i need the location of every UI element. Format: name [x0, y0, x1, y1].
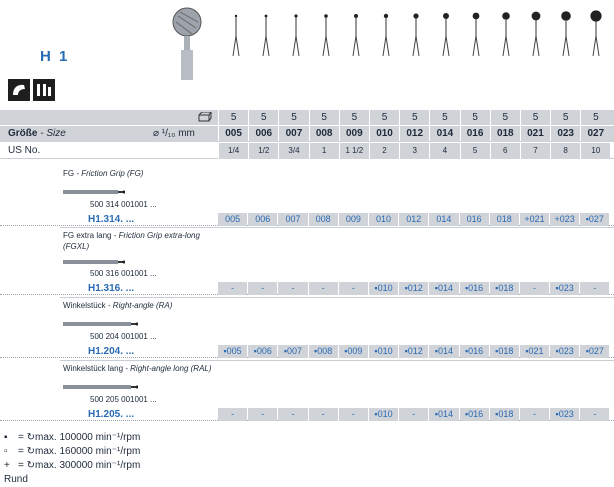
availability-cell[interactable]: - — [248, 408, 277, 421]
availability-cell[interactable]: ▪007 — [278, 345, 307, 358]
availability-cell[interactable]: ▪012 — [399, 345, 428, 358]
product-name: H1.314. ... — [88, 214, 135, 225]
page-title: H 1 — [40, 48, 70, 65]
bur-008-icon — [317, 6, 335, 56]
availability-cell[interactable]: ▪010 — [369, 408, 398, 421]
size-cell: 023 — [550, 126, 580, 141]
availability-cell[interactable]: - — [218, 408, 247, 421]
availability-cell[interactable]: +023 — [550, 213, 579, 226]
availability-cell[interactable]: ▪023 — [550, 408, 579, 421]
availability-cell[interactable]: - — [309, 282, 338, 295]
availability-cell[interactable]: ▪023 — [550, 282, 579, 295]
sterile-logo — [33, 79, 55, 101]
availability-cell[interactable]: ▪010 — [369, 345, 398, 358]
availability-cell[interactable]: ▪014 — [429, 345, 458, 358]
bur-027-icon — [587, 6, 605, 56]
handpiece-logo — [8, 79, 30, 101]
shank-icon — [63, 186, 125, 198]
product-type-sublabel: (FGXL) — [63, 242, 90, 251]
product-block — [0, 228, 614, 294]
availability-cell[interactable]: ▪018 — [490, 282, 519, 295]
logo-area — [8, 79, 55, 101]
availability-cell[interactable]: - — [218, 282, 247, 295]
us-number-cell: 1/4 — [218, 143, 248, 159]
product-name: H1.205. ... — [88, 409, 135, 420]
us-number-cell: 7 — [520, 143, 550, 159]
product-code: 500 204 001001 ... — [90, 332, 157, 341]
legend-item: ▫ = ↻max. 160000 min⁻¹/rpm — [4, 446, 141, 457]
pack-qty-cell: 5 — [490, 110, 520, 125]
availability-cell[interactable]: ▪009 — [339, 345, 368, 358]
bur-007-icon — [287, 6, 305, 56]
bur-006-icon — [257, 6, 275, 56]
pack-qty-cell: 5 — [278, 110, 308, 125]
us-number-cell: 3/4 — [278, 143, 308, 159]
availability-cell[interactable]: 018 — [490, 213, 519, 226]
footer-shape-label: Rund — [4, 474, 28, 485]
availability-cell[interactable]: - — [520, 408, 549, 421]
us-number-cell: 10 — [580, 143, 610, 159]
product-type-label: FG - Friction Grip (FG) — [63, 169, 144, 178]
product-availability-row — [0, 407, 614, 421]
size-cell: 016 — [460, 126, 490, 141]
availability-cell[interactable]: ▪006 — [248, 345, 277, 358]
product-code: 500 316 001001 ... — [90, 269, 157, 278]
bur-012-icon — [407, 6, 425, 56]
us-number-cell: 2 — [369, 143, 399, 159]
size-label: Größe - Size — [8, 128, 66, 139]
size-cell: 009 — [339, 126, 369, 141]
divider — [60, 297, 614, 298]
size-cell: 014 — [429, 126, 459, 141]
availability-cell[interactable]: - — [580, 408, 609, 421]
size-cell: 006 — [248, 126, 278, 141]
availability-cell[interactable]: 006 — [248, 213, 277, 226]
availability-cell[interactable]: ▪016 — [460, 345, 489, 358]
us-number-cell: 6 — [490, 143, 520, 159]
bur-018-icon — [497, 6, 515, 56]
availability-cell[interactable]: ▪014 — [429, 282, 458, 295]
shank-icon — [63, 381, 138, 393]
availability-cell[interactable]: ▪012 — [399, 282, 428, 295]
availability-cell[interactable]: - — [248, 282, 277, 295]
availability-cell[interactable]: - — [278, 408, 307, 421]
availability-cell[interactable]: ▪018 — [490, 408, 519, 421]
package-icon — [198, 112, 212, 122]
us-number-cell: 8 — [550, 143, 580, 159]
size-cell: 008 — [309, 126, 339, 141]
shank-icon — [63, 256, 125, 268]
us-number-cell: 4 — [429, 143, 459, 159]
bur-021-icon — [527, 6, 545, 56]
us-number-cell: 1/2 — [248, 143, 278, 159]
product-type-label: Winkelstück - Right-angle (RA) — [63, 301, 173, 310]
product-name: H1.204. ... — [88, 346, 135, 357]
availability-cell[interactable]: 009 — [339, 213, 368, 226]
availability-cell[interactable]: ▪005 — [218, 345, 247, 358]
availability-cell[interactable]: - — [339, 408, 368, 421]
pack-qty-cell: 5 — [520, 110, 550, 125]
bur-023-icon — [557, 6, 575, 56]
availability-cell[interactable]: - — [580, 282, 609, 295]
size-cell: 010 — [369, 126, 399, 141]
us-number-cell: 1 1/2 — [339, 143, 369, 159]
product-availability-row — [0, 212, 614, 226]
bur-014-icon — [437, 6, 455, 56]
product-code: 500 314 001001 ... — [90, 200, 157, 209]
bur-016-icon — [467, 6, 485, 56]
us-number-cell: 1 — [309, 143, 339, 159]
pack-qty-cell: 5 — [369, 110, 399, 125]
pack-qty-cell: 5 — [550, 110, 580, 125]
size-unit: ⌀ ¹/₁₀ mm — [153, 128, 195, 139]
availability-cell[interactable]: ▪027 — [580, 213, 609, 226]
availability-cell[interactable]: ▪023 — [550, 345, 579, 358]
availability-cell[interactable]: 005 — [218, 213, 247, 226]
legend-item: + = ↻max. 300000 min⁻¹/rpm — [4, 460, 141, 471]
availability-cell[interactable]: 008 — [309, 213, 338, 226]
availability-cell[interactable]: 014 — [429, 213, 458, 226]
availability-cell[interactable]: 016 — [460, 213, 489, 226]
availability-cell[interactable]: ▪016 — [460, 282, 489, 295]
availability-cell[interactable]: ▪021 — [520, 345, 549, 358]
availability-cell[interactable]: ▪010 — [369, 282, 398, 295]
size-cell: 007 — [278, 126, 308, 141]
product-type-label: FG extra lang - Friction Grip extra-long — [63, 231, 200, 240]
us-number-cell: 5 — [460, 143, 490, 159]
availability-cell[interactable]: - — [339, 282, 368, 295]
pack-qty-cell: 5 — [429, 110, 459, 125]
size-cell: 027 — [580, 126, 610, 141]
size-cell: 021 — [520, 126, 550, 141]
bur-010-icon — [377, 6, 395, 56]
pack-qty-cell: 5 — [460, 110, 490, 125]
pack-qty-cell: 5 — [309, 110, 339, 125]
availability-cell[interactable]: 010 — [369, 213, 398, 226]
availability-cell[interactable]: +021 — [520, 213, 549, 226]
us-label: US No. — [8, 145, 41, 156]
pack-qty-cell: 5 — [580, 110, 610, 125]
availability-cell[interactable]: - — [520, 282, 549, 295]
product-availability-row — [0, 344, 614, 358]
pack-qty-cell: 5 — [218, 110, 248, 125]
size-row — [0, 126, 614, 142]
bur-illustrations — [160, 0, 614, 80]
us-row — [0, 143, 614, 159]
availability-cell[interactable]: - — [399, 408, 428, 421]
availability-cell[interactable]: 007 — [278, 213, 307, 226]
product-code: 500 205 001001 ... — [90, 395, 157, 404]
size-cell: 005 — [218, 126, 248, 141]
divider — [60, 227, 614, 228]
us-number-cell: 3 — [399, 143, 429, 159]
large-bur-illustration — [170, 6, 204, 80]
availability-cell[interactable]: ▪014 — [429, 408, 458, 421]
availability-cell[interactable]: - — [278, 282, 307, 295]
legend-item: ▪ = ↻max. 100000 min⁻¹/rpm — [4, 432, 141, 443]
pack-qty-cell: 5 — [339, 110, 369, 125]
pack-qty-cell: 5 — [399, 110, 429, 125]
availability-cell[interactable]: ▪016 — [460, 408, 489, 421]
availability-cell[interactable]: 012 — [399, 213, 428, 226]
size-cell: 012 — [399, 126, 429, 141]
size-cell: 018 — [490, 126, 520, 141]
availability-cell[interactable]: ▪008 — [309, 345, 338, 358]
pack-qty-cell: 5 — [248, 110, 278, 125]
divider — [60, 360, 614, 361]
availability-cell[interactable]: - — [309, 408, 338, 421]
bur-005-icon — [227, 6, 245, 56]
product-availability-row — [0, 281, 614, 295]
bur-009-icon — [347, 6, 365, 56]
product-type-label: Winkelstück lang - Right-angle long (RAL) — [63, 364, 212, 373]
shank-icon — [63, 318, 138, 330]
availability-cell[interactable]: ▪027 — [580, 345, 609, 358]
availability-cell[interactable]: ▪018 — [490, 345, 519, 358]
packaging-row — [0, 110, 614, 125]
product-name: H1.316. ... — [88, 283, 135, 294]
